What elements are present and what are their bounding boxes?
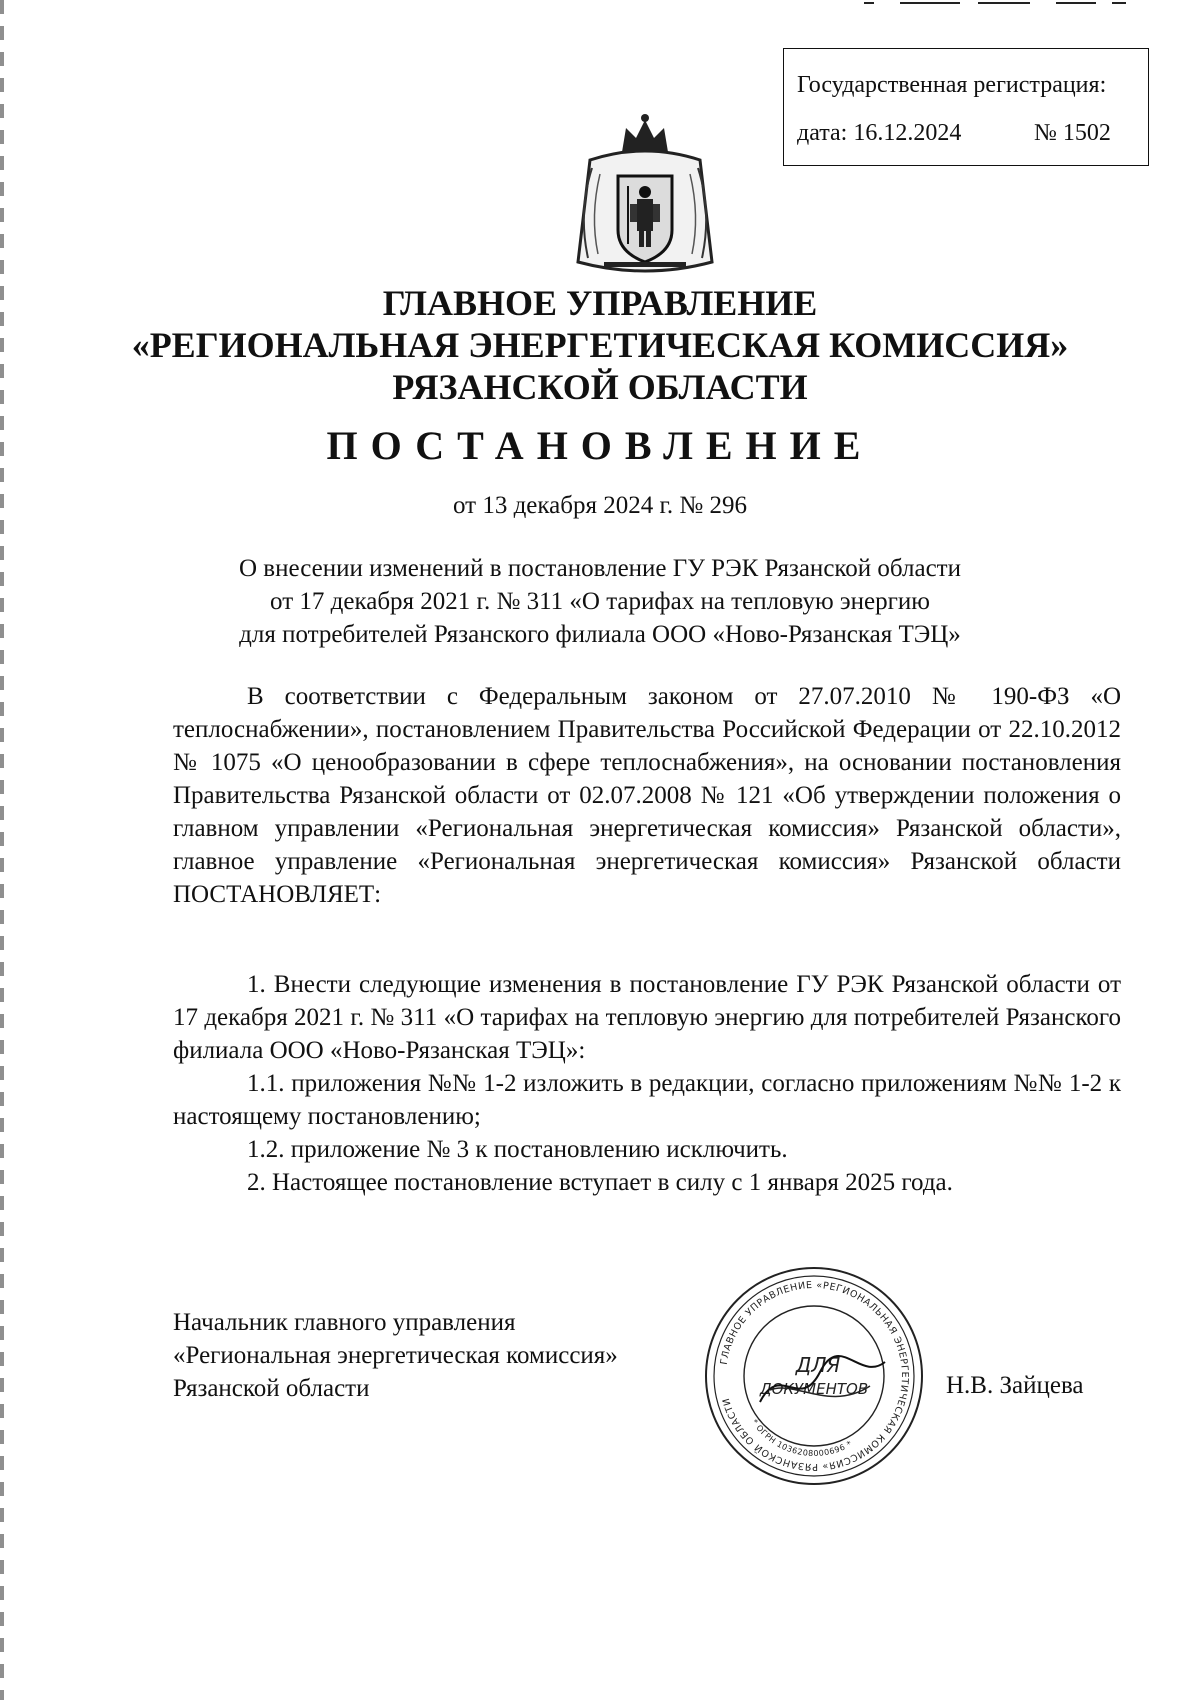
scan-top-marks: [860, 0, 1160, 6]
organization-title: [0, 282, 1200, 408]
signatory-position: [173, 1306, 618, 1405]
registration-title: Государственная регистрация:: [797, 72, 1107, 98]
subject-line-1: О внесении изменений в постановление ГУ РЭК Рязанской области: [239, 555, 961, 582]
item-2: 2. Настоящее постановление вступает в силу с 1 января 2025 года.: [247, 1169, 953, 1196]
registration-number: № 1502: [1034, 120, 1111, 146]
document-type: ПОСТАНОВЛЕНИЕ: [326, 423, 874, 468]
svg-text:ДОКУМЕНТОВ: ДОКУМЕНТОВ: [759, 1380, 869, 1398]
organization-line-1: ГЛАВНОЕ УПРАВЛЕНИЕ: [382, 283, 818, 323]
subject-line-3: для потребителей Рязанского филиала ООО «Ново-Рязанская ТЭЦ»: [239, 621, 961, 648]
organization-line-3: РЯЗАНСКОЙ ОБЛАСТИ: [392, 367, 808, 407]
position-line-3: Рязанской области: [173, 1375, 370, 1402]
document-subject: [0, 552, 1200, 651]
signatory-name: Н.В. Зайцева: [946, 1372, 1084, 1399]
document-date-number: от 13 декабря 2024 г. № 296: [452, 492, 748, 519]
coat-of-arms-icon: [570, 112, 720, 280]
item-1-2: 1.2. приложение № 3 к постановлению исключить.: [247, 1136, 788, 1163]
position-line-2: «Региональная энергетическая комиссия»: [173, 1342, 618, 1369]
subject-line-2: от 17 декабря 2021 г. № 311 «О тарифах на тепловую энергию: [270, 588, 930, 615]
preamble-paragraph: В соответствии с Федеральным законом от 27.07.2010 № 190-ФЗ «О теплоснабжении», постановлением Правительства Российской Федерации от 22.10.2012 № 1075 «О ценообразовании в сфере теплоснабжения», на основании постановления Правительства Рязанской области от 02.07.2008 № 121 «Об утверждении положения о главном управлении «Региональная энергетическая комиссия» Рязанской области», главное управление «Региональная энергетическая комиссия» Рязанской области ПОСТАНОВЛЯЕТ:: [173, 683, 1121, 908]
position-line-1: Начальник главного управления: [173, 1309, 516, 1336]
registration-date: дата: 16.12.2024: [797, 120, 962, 146]
scan-edge-marks: [0, 0, 4, 1700]
registration-box: [783, 48, 1149, 166]
organization-line-2: «РЕГИОНАЛЬНАЯ ЭНЕРГЕТИЧЕСКАЯ КОМИССИЯ»: [131, 325, 1069, 365]
svg-text:ДЛЯ: ДЛЯ: [795, 1353, 841, 1377]
svg-text:* ОГРН 1036208000696 *: * ОГРН 1036208000696 *: [749, 1417, 854, 1459]
official-seal-stamp: [700, 1262, 928, 1490]
item-1-1: 1.1. приложения №№ 1-2 изложить в редакции, согласно приложениям №№ 1-2 к настоящему постановлению;: [173, 1070, 1121, 1130]
item-1: 1. Внести следующие изменения в постановление ГУ РЭК Рязанской области от 17 декабря 2021 г. № 311 «О тарифах на тепловую энергию для потребителей Рязанского филиала ООО «Ново-Рязанская ТЭЦ»:: [173, 971, 1121, 1064]
preamble: [173, 680, 1121, 911]
svg-text:ГЛАВНОЕ УПРАВЛЕНИЕ «РЕГИОНАЛЬН: ГЛАВНОЕ УПРАВЛЕНИЕ «РЕГИОНАЛЬНАЯ ЭНЕРГЕТИЧЕСКАЯ КОМИССИЯ» РЯЗАНСКОЙ ОБЛАСТИ: [718, 1279, 911, 1473]
resolution-items: [173, 968, 1121, 1199]
